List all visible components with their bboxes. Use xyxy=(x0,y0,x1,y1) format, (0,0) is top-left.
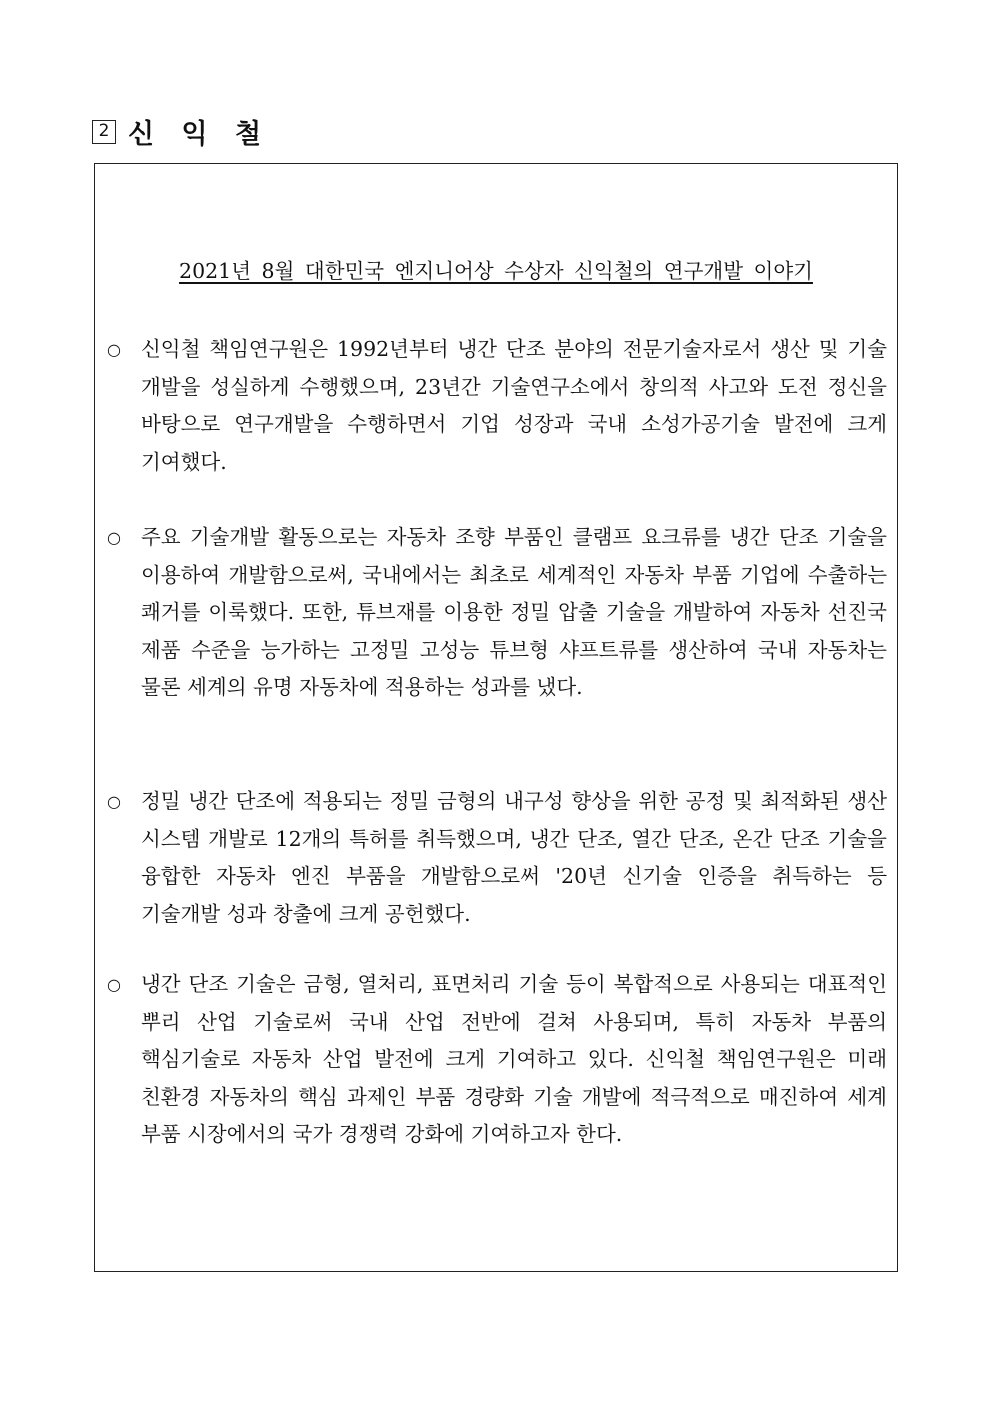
bullet-circle-icon: ○ xyxy=(107,975,121,994)
bullet-text-2: 주요 기술개발 활동으로는 자동차 조향 부품인 클램프 요크류를 냉간 단조 기술을 이용하여 개발함으로써, 국내에서는 최초로 세계적인 자동차 부품 기업에 수출하는 쾌거를 이룩했다. 또한, 튜브재를 이용한 정밀 압출 기술을 개발하여 자동차 선진국 제품 수준을 능가하는 고정밀 고성능 튜브형 샤프트류를 생산하여 국내 자동차는 물론 세계의 유명 자동차에 적용하는 성과를 냈다. xyxy=(141,525,887,700)
content-box xyxy=(94,163,898,1272)
bullet-text-3: 정밀 냉간 단조에 적용되는 정밀 금형의 내구성 향상을 위한 공정 및 최적화된 생산 시스템 개발로 12개의 특허를 취득했으며, 냉간 단조, 열간 단조, 온간 단조 기술을 융합한 자동차 엔진 부품을 개발함으로써 '20년 신기술 인증을 취득하는 등 기술개발 성과 창출에 크게 공헌했다. xyxy=(141,789,887,926)
bullet-circle-icon: ○ xyxy=(107,792,121,811)
bullet-item-3 xyxy=(107,783,887,933)
bullet-item-2 xyxy=(107,519,887,707)
section-number-box xyxy=(92,120,116,144)
section-title: 신 익 철 xyxy=(128,119,271,150)
bullet-item-1 xyxy=(107,331,887,481)
bullet-text-1: 신익철 책임연구원은 1992년부터 냉간 단조 분야의 전문기술자로서 생산 및 기술 개발을 성실하게 수행했으며, 23년간 기술연구소에서 창의적 사고와 도전 정신을 바탕으로 연구개발을 수행하면서 기업 성장과 국내 소성가공기술 발전에 크게 기여했다. xyxy=(141,337,887,474)
section-heading xyxy=(92,112,270,151)
section-number: 2 xyxy=(98,121,110,141)
bullet-item-4 xyxy=(107,966,887,1154)
story-title: 2021년 8월 대한민국 엔지니어상 수상자 신익철의 연구개발 이야기 xyxy=(179,259,813,283)
bullet-circle-icon: ○ xyxy=(107,528,121,547)
bullet-circle-icon: ○ xyxy=(107,340,121,359)
bullet-text-4: 냉간 단조 기술은 금형, 열처리, 표면처리 기술 등이 복합적으로 사용되는 대표적인 뿌리 산업 기술로써 국내 산업 전반에 걸쳐 사용되며, 특히 자동차 부품의 핵심기술로 자동차 산업 발전에 크게 기여하고 있다. 신익철 책임연구원은 미래 친환경 자동차의 핵심 과제인 부품 경량화 기술 개발에 적극적으로 매진하여 세계 부품 시장에서의 국가 경쟁력 강화에 기여하고자 한다. xyxy=(141,972,887,1147)
